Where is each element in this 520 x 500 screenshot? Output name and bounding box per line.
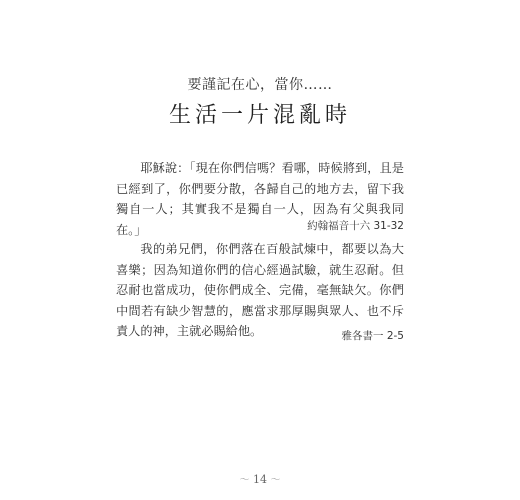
page-subtitle: 要謹記在心，當你…… [187, 77, 333, 93]
scripture-reference-1: 約翰福音十六 31-32 [307, 220, 404, 232]
scripture-passage-2 [116, 239, 404, 342]
page-number-value: 14 [253, 473, 267, 486]
page-number [0, 471, 520, 486]
scripture-reference-2: 雅各書一 2-5 [341, 330, 404, 342]
ornament-right-icon: 〜 [270, 475, 281, 486]
passage-text: 我的弟兄們，你們落在百般試煉中，都要以為大喜樂；因為知道你們的信心經過試驗，就生忍耐。但忍耐也當成功，使你們成全、完備，毫無缺欠。你們中間若有缺少智慧的，應當求那厚賜與眾人、也不斥責人的神，主就必賜給他。 [116, 242, 404, 338]
page-title: 生活一片混亂時 [168, 103, 351, 128]
passage-text: 耶穌說：「現在你們信嗎？看哪，時候將到，且是已經到了，你們要分散，各歸自己的地方去，留下我獨自一人；其實我不是獨自一人，因為有父與我同在。」 [116, 161, 404, 237]
ornament-left-icon: 〜 [239, 475, 250, 486]
